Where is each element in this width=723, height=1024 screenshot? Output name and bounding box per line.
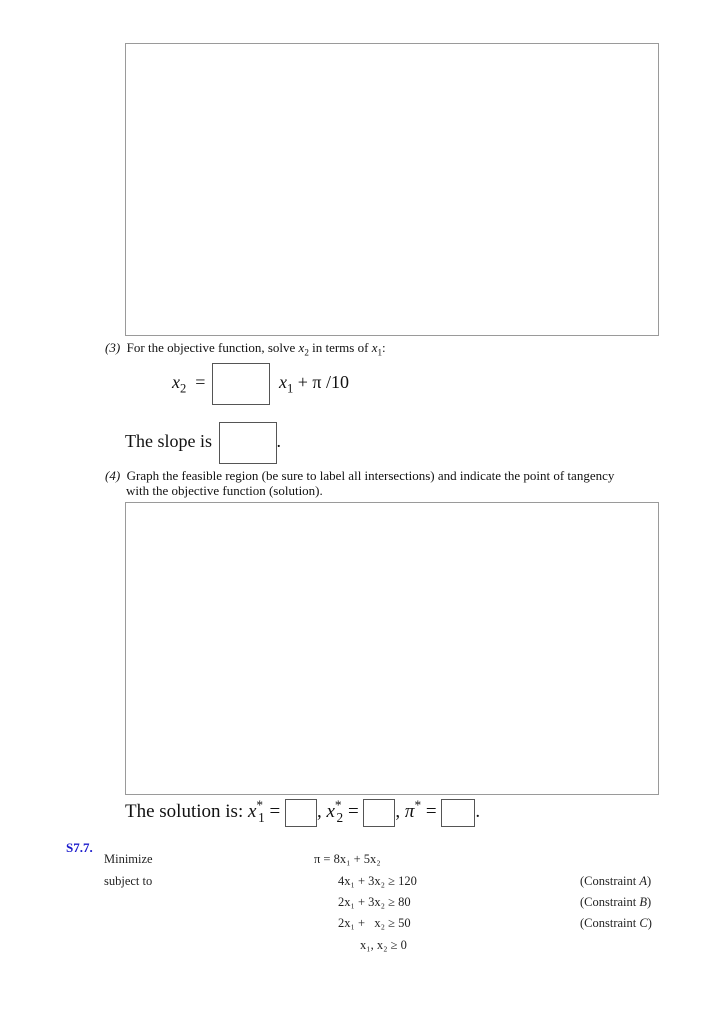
constraint-c-expr: 2x₁ + x₂ ≥ 50 — [338, 916, 411, 930]
graph-area-top[interactable] — [125, 43, 659, 336]
nonnegativity-constraint: x₁, x₂ ≥ 0 — [360, 938, 407, 952]
graph-area-bottom[interactable] — [125, 502, 659, 795]
coefficient-answer-box[interactable] — [212, 363, 270, 405]
constraint-c-tag: (Constraint C) — [580, 916, 652, 930]
subject-to-label: subject to — [104, 874, 153, 888]
slope-answer-box[interactable] — [219, 422, 277, 464]
slope-label: The slope is — [125, 431, 212, 451]
x2-answer-box[interactable] — [363, 799, 395, 827]
part4-prompt: (4) Graph the feasible region (be sure to label all intersections) and indicate the point of tangency with the objective function (solution). — [105, 468, 615, 498]
objective-function: π = 8x₁ + 5x₂ — [314, 852, 381, 866]
part4-number: (4) — [105, 468, 121, 483]
part3-equation: $x_2$ = $x_1 + \pi$ /10 — [172, 362, 349, 405]
part3-slope: The slope is . — [125, 420, 281, 464]
part3-prompt: (3) For the objective function, solve $x_2$ in terms of $x_1$: — [105, 340, 386, 358]
constraint-b-tag: (Constraint B) — [580, 895, 652, 909]
constraint-a-expr: 4x₁ + 3x₂ ≥ 120 — [338, 874, 417, 888]
x1-answer-box[interactable] — [285, 799, 317, 827]
problem-label: S7.7. — [66, 840, 93, 855]
solution-line: The solution is: $x^*_1$ = , $x^*_2$ = , π* = . — [125, 797, 481, 825]
constraint-a-tag: (Constraint A) — [580, 874, 652, 888]
part3-number: (3) — [105, 340, 121, 355]
pi-answer-box[interactable] — [441, 799, 475, 827]
minimize-label: Minimize — [104, 852, 153, 866]
constraint-b-expr: 2x₁ + 3x₂ ≥ 80 — [338, 895, 411, 909]
solution-label: The solution is: — [125, 801, 248, 822]
